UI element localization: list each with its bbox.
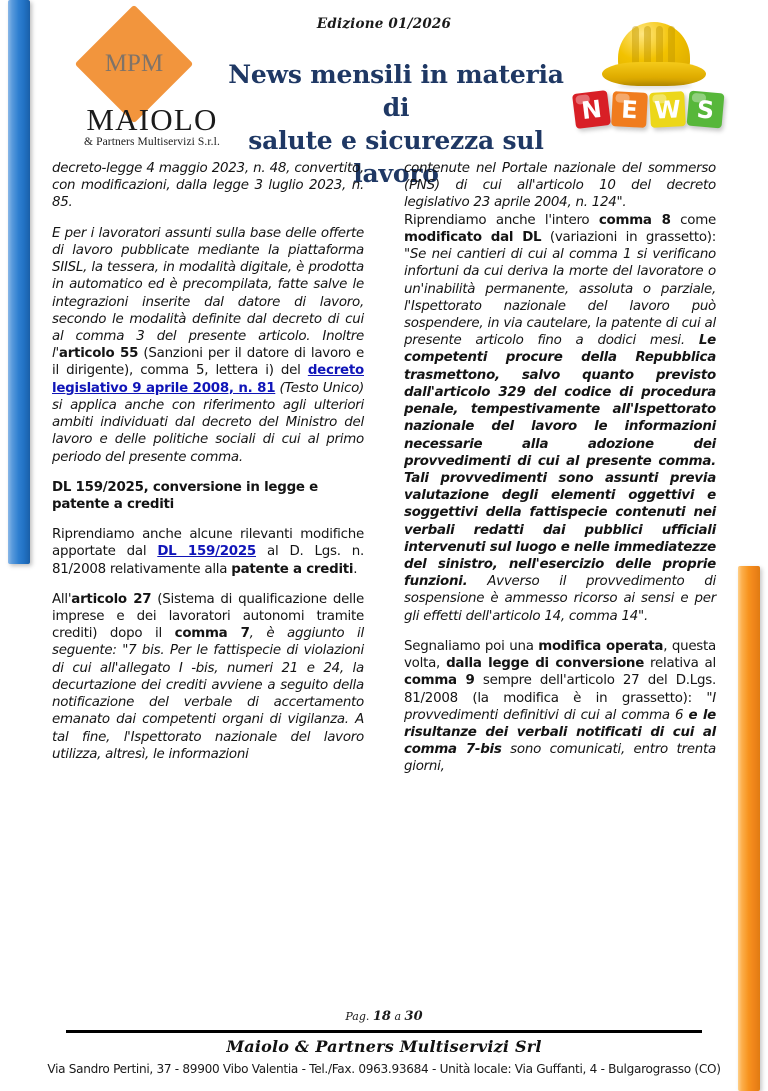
text-run: sono comunicati, entro trenta giorni, — [404, 742, 716, 775]
text-run: (Sistema di qualificazione delle imprese e dei lavoratori autonomi tramite crediti) dopo il — [52, 591, 364, 642]
paragraph — [404, 638, 716, 776]
link-dl-159-2025[interactable]: DL 159/2025 — [157, 544, 256, 560]
text-run: , questa volta, — [404, 638, 716, 672]
paragraph — [52, 591, 364, 763]
text-run: All' — [52, 591, 72, 607]
paragraph — [404, 160, 716, 212]
news-cube-s: S — [687, 91, 725, 129]
text-run: sempre dell'articolo 27 del D.Lgs. 81/2008 (la modifica è in grassetto): — [404, 673, 716, 706]
paragraph — [404, 212, 716, 625]
text-run-bold: articolo 27 — [71, 591, 152, 607]
text-run: (Testo Unico) si applica anche con riferimento agli ulteriori ambiti individuati dal decreto del Ministro del lavoro e delle politiche sociali di cui al primo periodo del presente comma. — [52, 380, 364, 465]
news-cube-w: W — [649, 91, 686, 128]
page-title-line2: salute e sicurezza sul lavoro — [248, 126, 544, 188]
footer-divider — [66, 1030, 702, 1033]
news-cube-n: N — [572, 90, 611, 129]
text-run: E per i lavoratori assunti sulla base delle offerte di lavoro pubblicate mediante la piattaforma SIISL, la tessera, in modalità digitale, è prodotta in automatico ed è precompilata, fatte salve le integrazioni inserite dal datore di lavoro, secondo le modalità definite dal decreto di cui al comma 3 del presente articolo. Inoltre l' — [52, 225, 364, 362]
left-column — [52, 160, 364, 1005]
text-run-bold: comma 7 — [174, 626, 250, 642]
page-total: 30 — [404, 1009, 423, 1024]
news-cubes — [574, 92, 726, 127]
text-run: (variazioni in grassetto): — [541, 229, 716, 245]
header-artwork — [568, 18, 744, 158]
hard-hat-icon — [602, 22, 706, 84]
section-heading: DL 159/2025, conversione in legge e patente a crediti — [52, 479, 318, 512]
hard-hat-shadow — [618, 82, 692, 89]
footer-company-name: Maiolo & Partners Multiservizi Srl — [226, 1037, 542, 1056]
text-run: , è aggiunto il seguente: "7 bis. Per le fattispecie di violazioni di cui all'allegato I -bis, numeri 21 e 24, la decurtazione dei crediti avviene a seguito della notificazione del verbale di accertamento emanato dai competenti organi di vigilanza. A tal fine, l'Ispettorato nazionale del lavoro utilizza, altresì, le informazioni — [52, 626, 364, 762]
footer-address: Via Sandro Pertini, 37 - 89900 Vibo Valentia - Tel./Fax. 0963.93684 - Unità locale: Via Guffanti, 4 - Bulgarograsso (CO) — [47, 1062, 721, 1076]
text-run-bold: comma 9 — [404, 673, 475, 689]
text-run-bold: articolo 55 — [58, 346, 139, 362]
logo-company-subtitle: & Partners Multiservizi S.r.l. — [84, 136, 220, 148]
article-columns — [0, 160, 768, 1005]
text-run-bold: dalla legge di conversione — [446, 656, 645, 672]
text-run-bold: modifica operata — [538, 638, 664, 654]
page-middle: a — [390, 1010, 405, 1023]
text-run: contenute nel Portale nazionale del sommerso (PNS) di cui all'articolo 10 del decreto legislativo 23 aprile 2004, n. 124". — [404, 161, 716, 211]
link-decreto-legislativo-2008[interactable]: decreto legislativo 9 aprile 2008, n. 81 — [52, 363, 364, 396]
text-run-bold: modificato dal DL — [404, 229, 542, 245]
paragraph — [52, 160, 364, 212]
edition-label: Edizione 01/2026 — [316, 16, 452, 32]
text-run: "Se nei cantieri di cui al comma 1 si verificano infortuni da cui deriva la morte del lavoratore o un'inabilità permanente, assoluta o parziale, l'Ispettorato nazionale del lavoro può sospendere, in via cautelare, la patente di cui al presente articolo fino a dodici mesi. — [404, 247, 716, 349]
paragraph — [52, 225, 364, 466]
text-run: Riprendiamo anche l'intero — [404, 212, 599, 228]
text-run-bold-italic: e le risultanze dei verbali notificati di cui al comma 7-bis — [404, 707, 717, 758]
text-run: . — [353, 561, 358, 577]
text-run: "I provvedimenti definitivi di cui al comma 6 — [404, 690, 716, 723]
text-run: (Sanzioni per il datore di lavoro e il dirigente), comma 5, lettera i) del — [52, 346, 364, 379]
page-title-line1: News mensili in materia di — [228, 60, 564, 122]
page-footer — [0, 1005, 768, 1091]
logo-company-name: MAIOLO — [86, 102, 218, 137]
page-number — [0, 1009, 768, 1024]
text-run-bold-italic: Le competenti procure della Repubblica trasmettono, salvo quanto previsto dall'articolo 329 del codice di procedura penale, tempestivamente all'Ispettorato nazionale del lavoro le informazioni necessarie alla adozione dei provvedimenti di cui al presente comma. Tali provvedimenti sono assunti previa valutazione degli elementi oggettivi e soggettivi della fattispecie contenuti nei verbali redatti dai pubblici ufficiali intervenuti sul luogo e nelle immediatezze del sinistro, nell'esercizio delle proprie funzioni. — [404, 333, 716, 590]
right-column — [404, 160, 716, 1005]
page-current: 18 — [372, 1009, 391, 1024]
page-prefix: Pag. — [345, 1010, 373, 1023]
text-run: come — [670, 212, 716, 228]
text-run: Segnaliamo poi una — [404, 638, 539, 654]
text-run: Riprendiamo anche alcune rilevanti modifiche apportate dal — [52, 527, 364, 560]
paragraph — [52, 526, 364, 578]
news-cube-e: E — [611, 91, 648, 128]
text-run: decreto-legge 4 maggio 2023, n. 48, convertito, con modificazioni, dalla legge 3 luglio 2023, n. 85. — [52, 161, 364, 211]
text-run: al D. Lgs. n. 81/2008 relativamente alla — [52, 544, 364, 577]
logo-monogram: MPM — [104, 50, 164, 77]
text-run-bold: comma 8 — [598, 212, 671, 228]
text-run-bold: patente a crediti — [231, 561, 354, 577]
text-run: Avverso il provvedimento di sospensione è ammesso ricorso ai sensi e per gli effetti dell'articolo 14, comma 14". — [404, 574, 716, 624]
text-run: relativa al — [644, 656, 716, 672]
